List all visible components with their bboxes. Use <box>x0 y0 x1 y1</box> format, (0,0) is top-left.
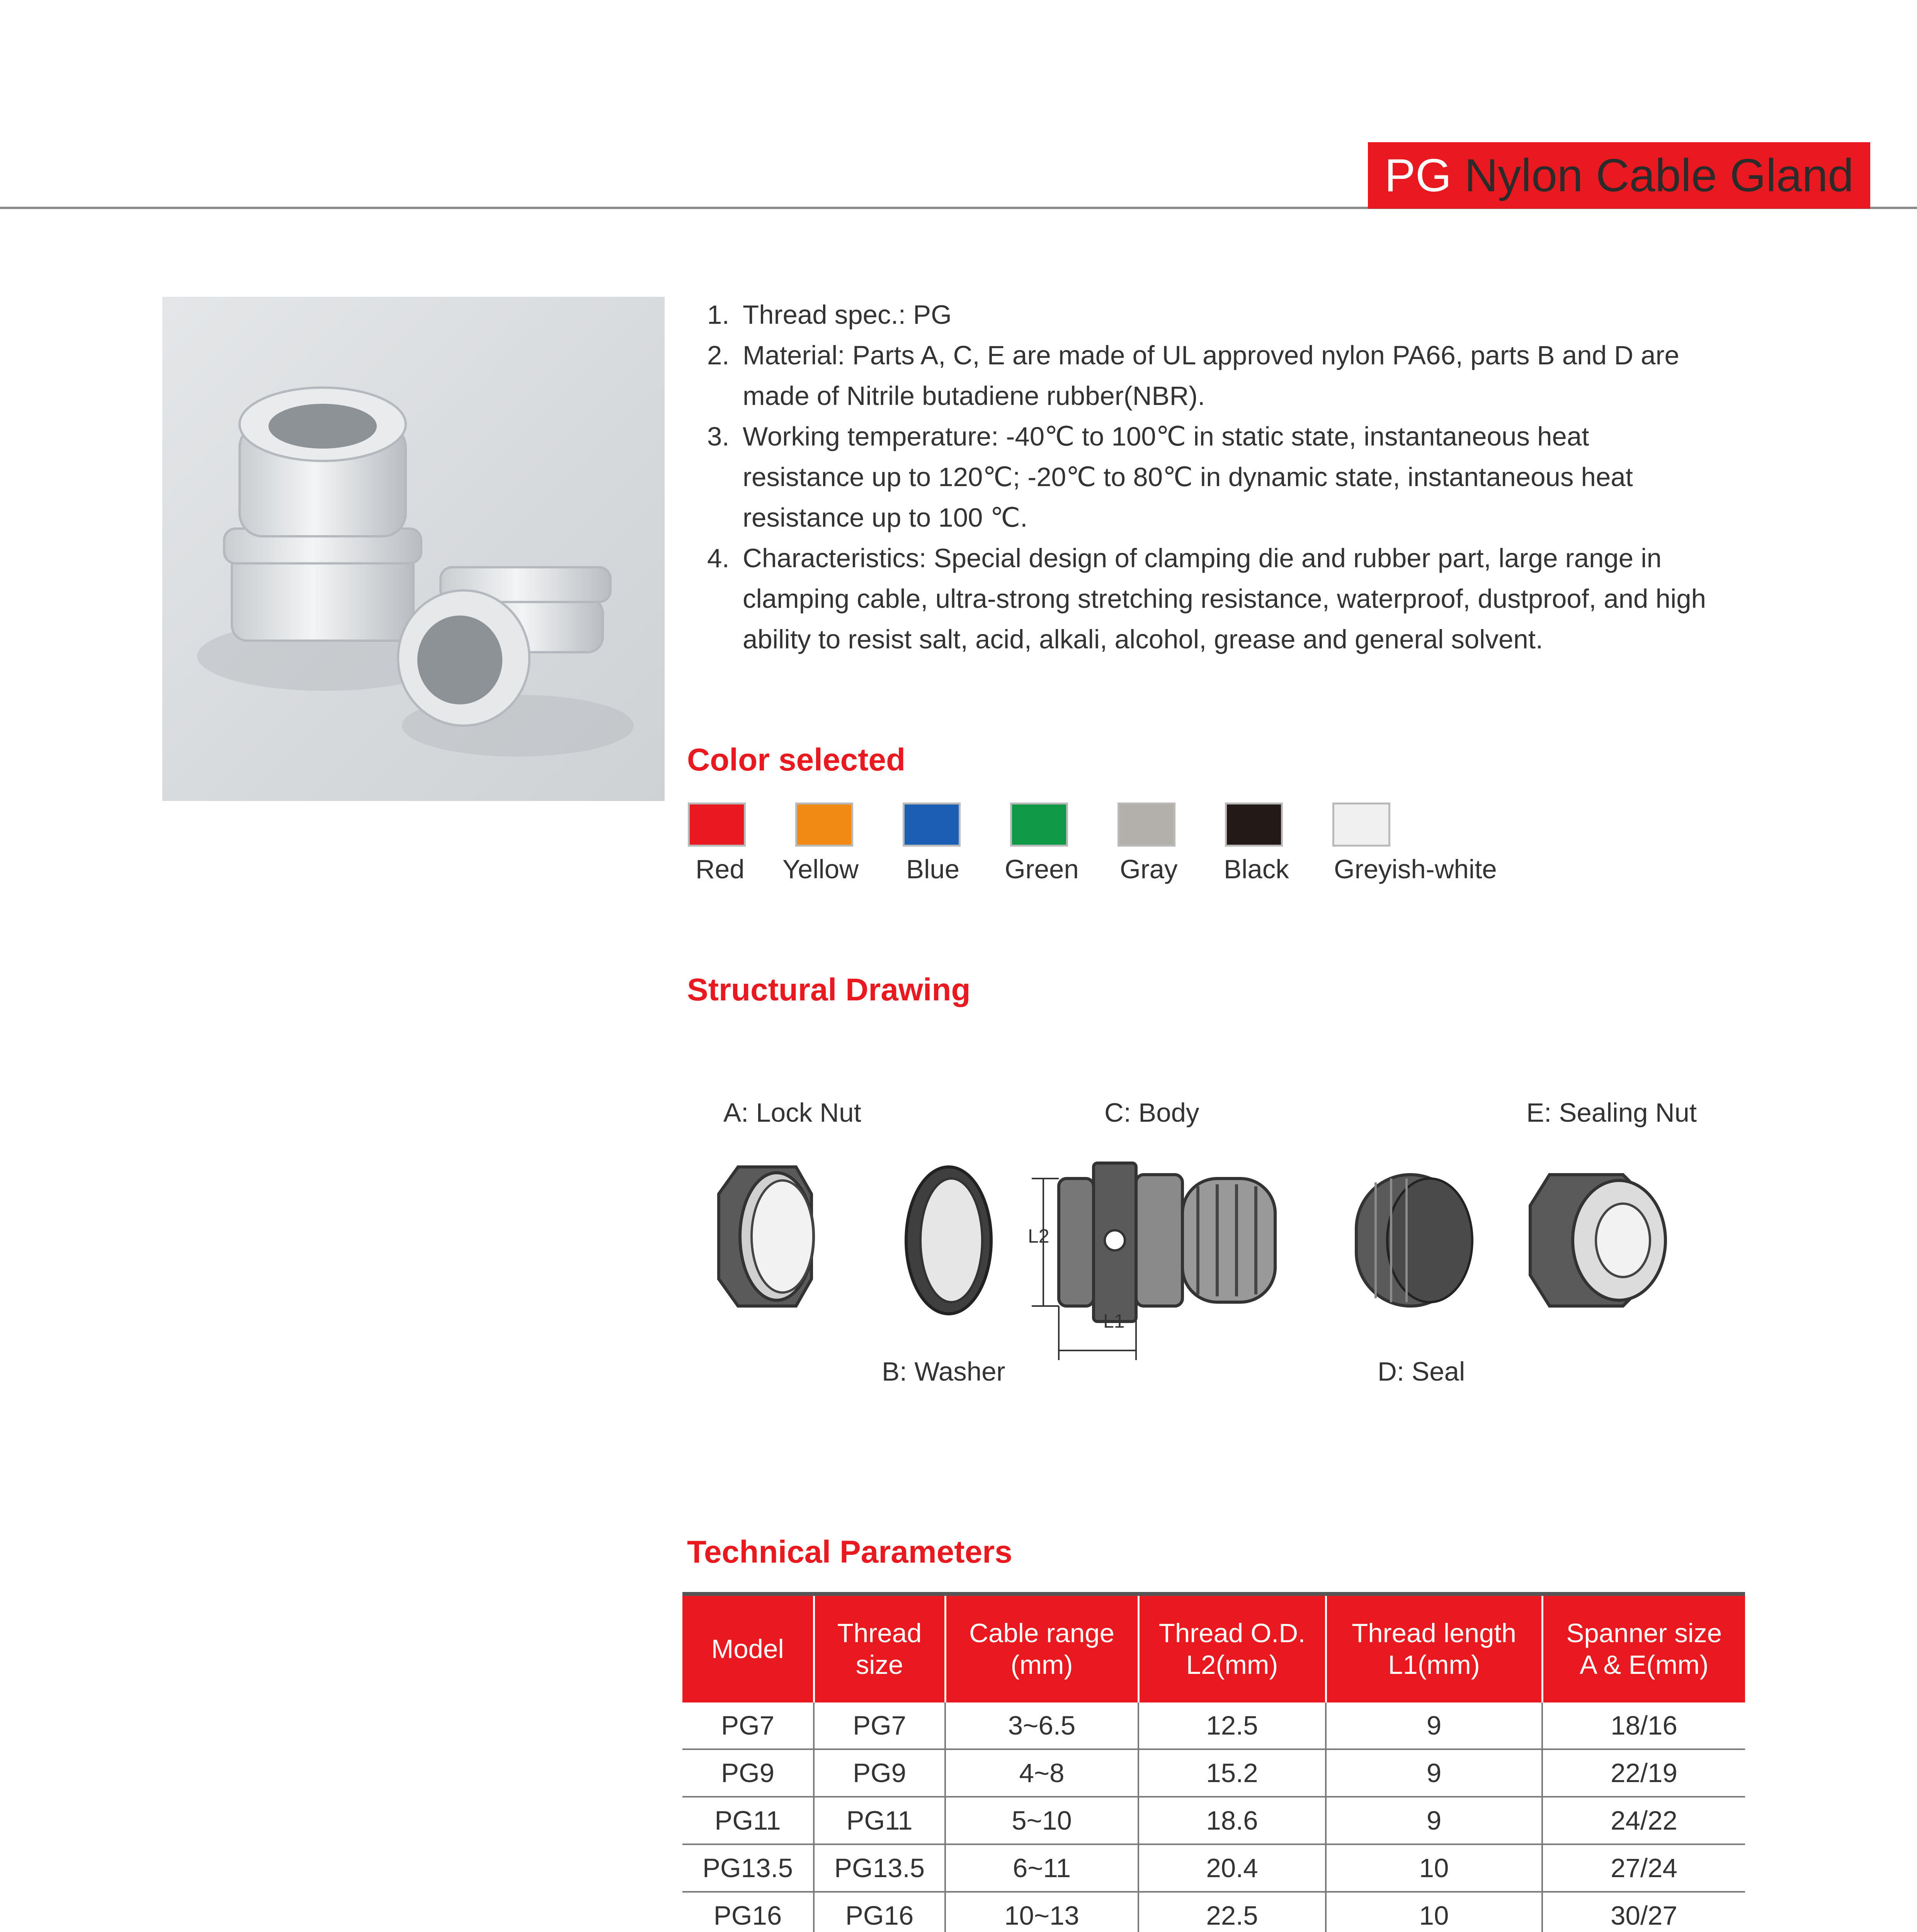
lock-nut-icon <box>719 1167 813 1306</box>
swatch-label-gray: Gray <box>1120 854 1178 884</box>
swatch-green <box>1010 803 1068 847</box>
table-row <box>682 1749 1745 1797</box>
col-header-thread-size: Thread size <box>814 1594 945 1702</box>
page-title-rest: Nylon Cable Gland <box>1451 150 1854 201</box>
swatch-label-black: Black <box>1224 854 1289 884</box>
spec-list <box>707 294 1712 660</box>
part-label-body: C: Body <box>1104 1098 1199 1128</box>
swatch-label-green: Green <box>1005 854 1079 884</box>
body-icon <box>1032 1163 1275 1360</box>
table-cell: PG7 <box>682 1702 814 1749</box>
col-header-thread-od: Thread O.D. L2(mm) <box>1138 1594 1326 1702</box>
spec-text: Material: Parts A, C, E are made of UL approved nylon PA66, parts B and D are made of Nitrile butadiene rubber(NBR). <box>743 340 1679 411</box>
swatch-black <box>1225 803 1283 847</box>
table-row <box>682 1702 1745 1749</box>
spec-text: Thread spec.: PG <box>743 300 952 330</box>
spec-number: 3. <box>707 422 730 451</box>
table-cell: 6~11 <box>945 1844 1138 1892</box>
dim-label-l1: L1 <box>1103 1310 1125 1332</box>
table-cell: PG9 <box>814 1749 945 1797</box>
spec-number: 2. <box>707 340 730 370</box>
part-label-seal: D: Seal <box>1378 1357 1465 1386</box>
table-cell: 30/27 <box>1542 1892 1745 1932</box>
col-header-spanner-size: Spanner size A & E(mm) <box>1542 1594 1745 1702</box>
table-cell: 22.5 <box>1138 1892 1326 1932</box>
spec-text: Working temperature: -40℃ to 100℃ in static state, instantaneous heat resistance up to 120℃; -20℃ to 80℃ in dynamic state, instantaneous heat resistance up to 100 ℃. <box>743 422 1633 532</box>
spec-item <box>707 416 1712 538</box>
table-cell: 10 <box>1326 1892 1542 1932</box>
part-label-sealing-nut: E: Sealing Nut <box>1526 1098 1697 1128</box>
table-cell: 22/19 <box>1542 1749 1745 1797</box>
parameters-section-title: Technical Parameters <box>687 1534 1012 1570</box>
table-cell: 18/16 <box>1542 1702 1745 1749</box>
product-photo <box>162 297 665 801</box>
spec-item <box>707 294 1712 335</box>
table-cell: PG16 <box>682 1892 814 1932</box>
table-cell: 9 <box>1326 1702 1542 1749</box>
table-cell: PG13.5 <box>814 1844 945 1892</box>
dim-label-l2: L2 <box>1028 1225 1050 1247</box>
table-cell: PG7 <box>814 1702 945 1749</box>
table-cell: 12.5 <box>1138 1702 1326 1749</box>
swatch-greyish-white <box>1332 803 1390 847</box>
table-cell: 20.4 <box>1138 1844 1326 1892</box>
swatch-yellow <box>795 803 853 847</box>
table-cell: 4~8 <box>945 1749 1138 1797</box>
col-header-thread-length: Thread length L1(mm) <box>1326 1594 1542 1702</box>
part-label-lock-nut: A: Lock Nut <box>723 1098 861 1128</box>
table-header-row <box>682 1594 1745 1702</box>
swatch-blue <box>903 803 961 847</box>
table-cell: PG13.5 <box>682 1844 814 1892</box>
spec-number: 1. <box>707 300 730 330</box>
cable-gland-photo-icon <box>162 297 665 801</box>
swatch-label-blue: Blue <box>906 854 960 884</box>
table-cell: 3~6.5 <box>945 1702 1138 1749</box>
parameters-table <box>682 1592 1745 1932</box>
table-cell: PG9 <box>682 1749 814 1797</box>
table-cell: 9 <box>1326 1749 1542 1797</box>
page-title <box>1368 142 1870 209</box>
washer-icon <box>906 1167 991 1314</box>
table-cell: 27/24 <box>1542 1844 1745 1892</box>
swatch-label-red: Red <box>696 854 745 884</box>
spec-item <box>707 335 1712 416</box>
swatch-label-greyish-white: Greyish-white <box>1334 854 1497 884</box>
spec-text: Characteristics: Special design of clamping die and rubber part, large range in clamping cable, ultra-strong stretching resistance, waterproof, dustproof, and high ability to resist salt, acid, alkali, alcohol, grease and general solvent. <box>743 543 1706 654</box>
swatch-label-yellow: Yellow <box>782 854 859 884</box>
part-label-washer: B: Washer <box>882 1357 1005 1386</box>
spec-item <box>707 538 1712 660</box>
col-header-cable-range: Cable range (mm) <box>945 1594 1138 1702</box>
col-header-model: Model <box>682 1594 814 1702</box>
structural-drawing <box>696 1151 1720 1368</box>
table-cell: 9 <box>1326 1797 1542 1844</box>
seal-icon <box>1356 1175 1472 1306</box>
swatch-red <box>688 803 746 847</box>
table-row <box>682 1797 1745 1844</box>
spec-number: 4. <box>707 543 730 573</box>
table-cell: 18.6 <box>1138 1797 1326 1844</box>
table-row <box>682 1844 1745 1892</box>
table-cell: 24/22 <box>1542 1797 1745 1844</box>
table-cell: 15.2 <box>1138 1749 1326 1797</box>
table-cell: PG16 <box>814 1892 945 1932</box>
table-cell: 5~10 <box>945 1797 1138 1844</box>
table-cell: 10 <box>1326 1844 1542 1892</box>
table-cell: PG11 <box>814 1797 945 1844</box>
swatch-gray <box>1118 803 1175 847</box>
table-cell: 10~13 <box>945 1892 1138 1932</box>
color-section-title: Color selected <box>687 742 906 777</box>
sealing-nut-icon <box>1530 1175 1665 1306</box>
table-row <box>682 1892 1745 1932</box>
table-cell: PG11 <box>682 1797 814 1844</box>
drawing-section-title: Structural Drawing <box>687 972 971 1007</box>
page-title-prefix: PG <box>1385 150 1452 201</box>
